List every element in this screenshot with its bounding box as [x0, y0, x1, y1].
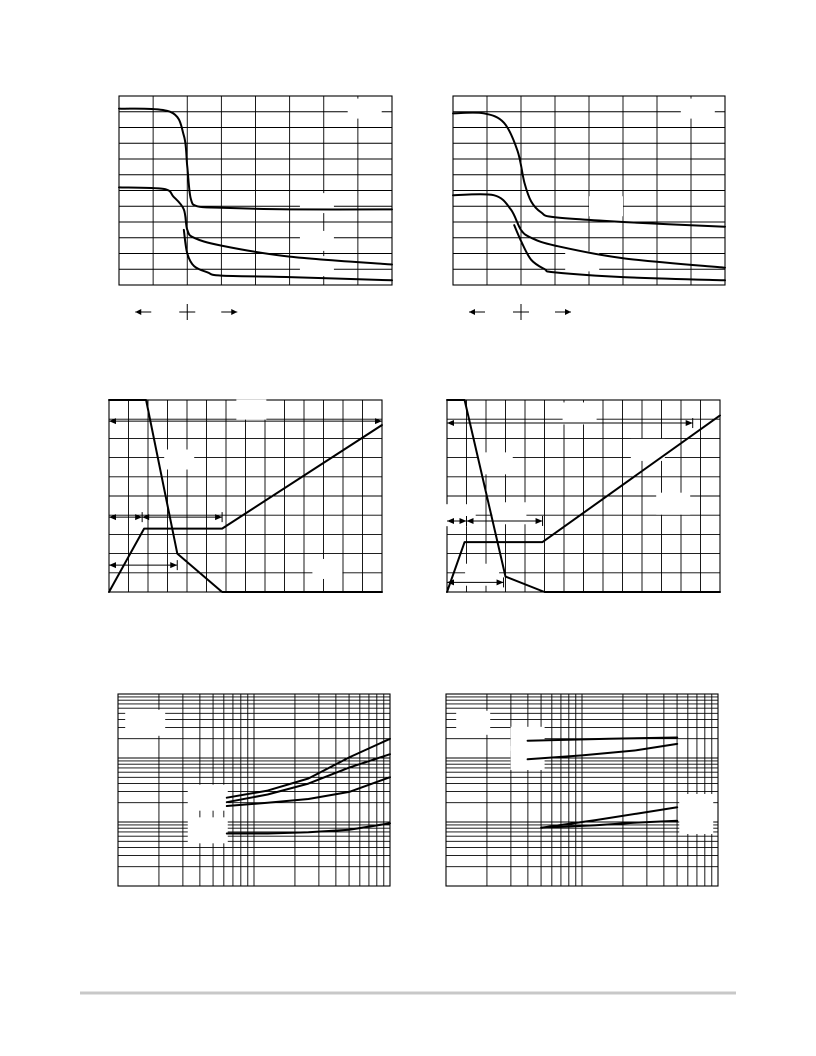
- chart-top-right: [453, 96, 725, 320]
- arrowhead-right: [497, 579, 504, 585]
- series-line-3: [514, 225, 725, 280]
- dimension-arrow-2: [109, 512, 142, 522]
- axis-direction-arrows: [469, 304, 571, 320]
- annotation-mask: [563, 402, 597, 424]
- annotation-mask: [456, 711, 490, 735]
- annotation-mask: [188, 785, 228, 811]
- arrowhead-right: [170, 562, 177, 568]
- arrowhead-right: [536, 518, 543, 524]
- annotation-mask: [164, 450, 194, 470]
- annotation-mask: [125, 710, 165, 736]
- dimension-arrow-4: [109, 560, 177, 570]
- annotation-mask: [589, 196, 623, 216]
- annotation-mask: [442, 504, 476, 526]
- left-arrow-icon: [135, 309, 141, 315]
- annotation-mask: [300, 231, 334, 251]
- axis-direction-arrows: [135, 304, 237, 320]
- annotation-mask: [479, 452, 513, 474]
- chart-middle-right: [442, 400, 720, 592]
- annotation-mask: [679, 810, 713, 834]
- dimension-arrow-3: [142, 512, 222, 522]
- annotation-mask: [348, 99, 382, 119]
- arrowhead-right: [686, 420, 693, 426]
- chart-bottom-right: [446, 694, 718, 886]
- annotation-mask: [188, 817, 228, 843]
- grid: [119, 96, 392, 285]
- annotation-mask: [681, 99, 715, 119]
- arrowhead-left: [109, 562, 116, 568]
- left-arrow-icon: [469, 309, 475, 315]
- annotation-mask: [236, 400, 266, 420]
- chart-middle-left: [109, 400, 382, 592]
- annotation-mask: [656, 493, 690, 515]
- annotation-mask: [312, 559, 342, 579]
- right-arrow-icon: [565, 309, 571, 315]
- series-line-2: [528, 744, 678, 759]
- arrowhead-left: [447, 420, 454, 426]
- chart-bottom-left: [118, 694, 390, 886]
- chart-panels: [109, 96, 725, 886]
- right-arrow-icon: [231, 309, 237, 315]
- chart-top-left: [119, 96, 392, 320]
